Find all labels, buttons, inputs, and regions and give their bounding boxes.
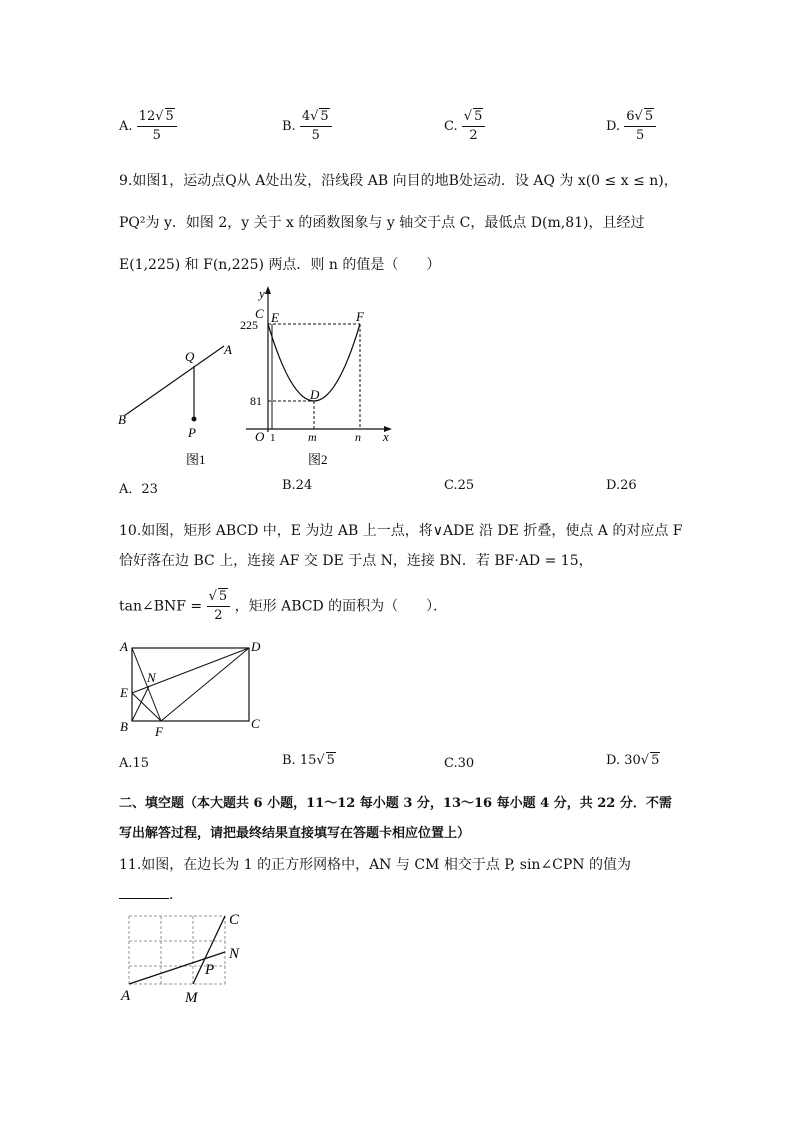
q9-option-c[interactable]: C.25 <box>444 478 475 493</box>
q8-option-c[interactable]: C. $\frac{√ 5}{2}$ <box>444 108 485 145</box>
q10-line-2: 恰好落在边 BC 上，连接 AF 交 DE 于点 N，连接 BN．若 BF·AD = 15， <box>119 553 593 569</box>
q8-option-d[interactable]: D. $\frac{6√ 5}{5}$ <box>606 108 656 145</box>
label-n: N <box>229 946 240 962</box>
segment-ab <box>124 346 224 416</box>
label-c: C <box>251 716 260 731</box>
q8-option-b-fraction: $\frac{4√ 5}{5}$ <box>300 108 332 145</box>
label-x: x <box>383 429 389 444</box>
q9-line-2: PQ²为 y．如图 2，y 关于 x 的函数图象与 y 轴交于点 C，最低点 D(m,81)，且经过 <box>119 215 645 231</box>
label-q: Q <box>185 349 195 364</box>
label-m: m <box>308 430 317 444</box>
figure-1-caption: 图1 <box>186 452 206 467</box>
q9-option-b[interactable]: B.24 <box>282 478 313 493</box>
label-m: M <box>185 990 198 1006</box>
label-b: B <box>120 719 128 734</box>
q10-figure <box>115 638 275 740</box>
y-axis-arrow <box>265 286 271 294</box>
q9-line-1: 9.如图1，运动点Q从 A处出发，沿线段 AB 向目的地B处运动．设 AQ 为 x(0 ≤ x ≤ n)， <box>119 173 678 189</box>
label-c: C <box>255 306 264 321</box>
section-2-heading-line-2: 写出解答过程，请把最终结果直接填写在答题卡相应位置上） <box>119 826 471 841</box>
label-e: E <box>120 685 128 700</box>
label-a: A <box>224 342 232 357</box>
q10-option-d[interactable]: D. 30√ 5 <box>606 753 660 768</box>
section-2-heading-line-1: 二、填空题（本大题共 6 小题，11～12 每小题 3 分，13～16 每小题 4 分，共 22 分．不需 <box>119 796 672 811</box>
q10-option-c[interactable]: C.30 <box>444 756 475 771</box>
label-c: C <box>229 912 240 928</box>
label-p: P <box>205 962 215 978</box>
label-p: P <box>188 425 196 440</box>
q9-figure-2 <box>238 282 398 470</box>
label-y: y <box>259 286 265 301</box>
label-n: n <box>355 430 361 444</box>
label-81: 81 <box>250 394 262 408</box>
label-f: F <box>155 724 163 739</box>
label-225: 225 <box>240 318 258 332</box>
label-1: 1 <box>270 432 276 444</box>
q10-option-b[interactable]: B. 15√ 5 <box>282 753 335 768</box>
segment-bn <box>132 686 149 721</box>
q11-answer-blank[interactable] <box>119 884 169 899</box>
q10-line-1: 10.如图，矩形 ABCD 中，E 为边 AB 上一点，将∨ADE 沿 DE 折叠，使点 A 的对应点 F <box>119 523 683 539</box>
label-n: N <box>147 670 156 685</box>
segment-ef <box>132 693 161 721</box>
label-o: O <box>255 429 265 444</box>
q9-line-3: E(1,225) 和 F(n,225) 两点．则 n 的值是（ ） <box>119 257 441 273</box>
figure-2-caption: 图2 <box>308 452 328 467</box>
q8-option-b[interactable]: B. $\frac{4√ 5}{5}$ <box>282 108 332 145</box>
q8-option-a[interactable]: A. $\frac{12√ 5}{5}$ <box>119 108 177 145</box>
segment-df <box>161 648 249 721</box>
q11-answer-line: ． <box>119 884 183 904</box>
q10-line-3: tan∠BNF = $\frac{√ 5}{2}$ ，矩形 ABCD 的面积为（ ）． <box>119 589 448 623</box>
q8-option-a-fraction: $\frac{12√ 5}{5}$ <box>137 108 177 145</box>
label-f: F <box>356 309 364 324</box>
q9-option-a[interactable]: A．23 <box>119 482 158 497</box>
label-b: B <box>118 412 126 427</box>
q11-figure <box>115 908 255 1008</box>
q10-option-a[interactable]: A.15 <box>119 756 150 771</box>
q8-option-c-fraction: $\frac{√ 5}{2}$ <box>462 108 486 145</box>
q8-option-d-fraction: $\frac{6√ 5}{5}$ <box>624 108 656 145</box>
q9-option-d[interactable]: D.26 <box>606 478 637 493</box>
q10-tan-fraction: $\frac{√ 5}{2}$ <box>207 588 231 625</box>
label-d: D <box>251 639 261 654</box>
q11-line-1: 11.如图，在边长为 1 的正方形网格中，AN 与 CM 相交于点 P, sin∠CPN 的值为 <box>119 857 632 873</box>
point-p <box>192 417 197 422</box>
label-a: A <box>121 988 131 1004</box>
label-e: E <box>271 310 279 325</box>
label-d: D <box>310 387 320 402</box>
label-a: A <box>120 639 128 654</box>
q9-figure-1 <box>110 330 240 470</box>
